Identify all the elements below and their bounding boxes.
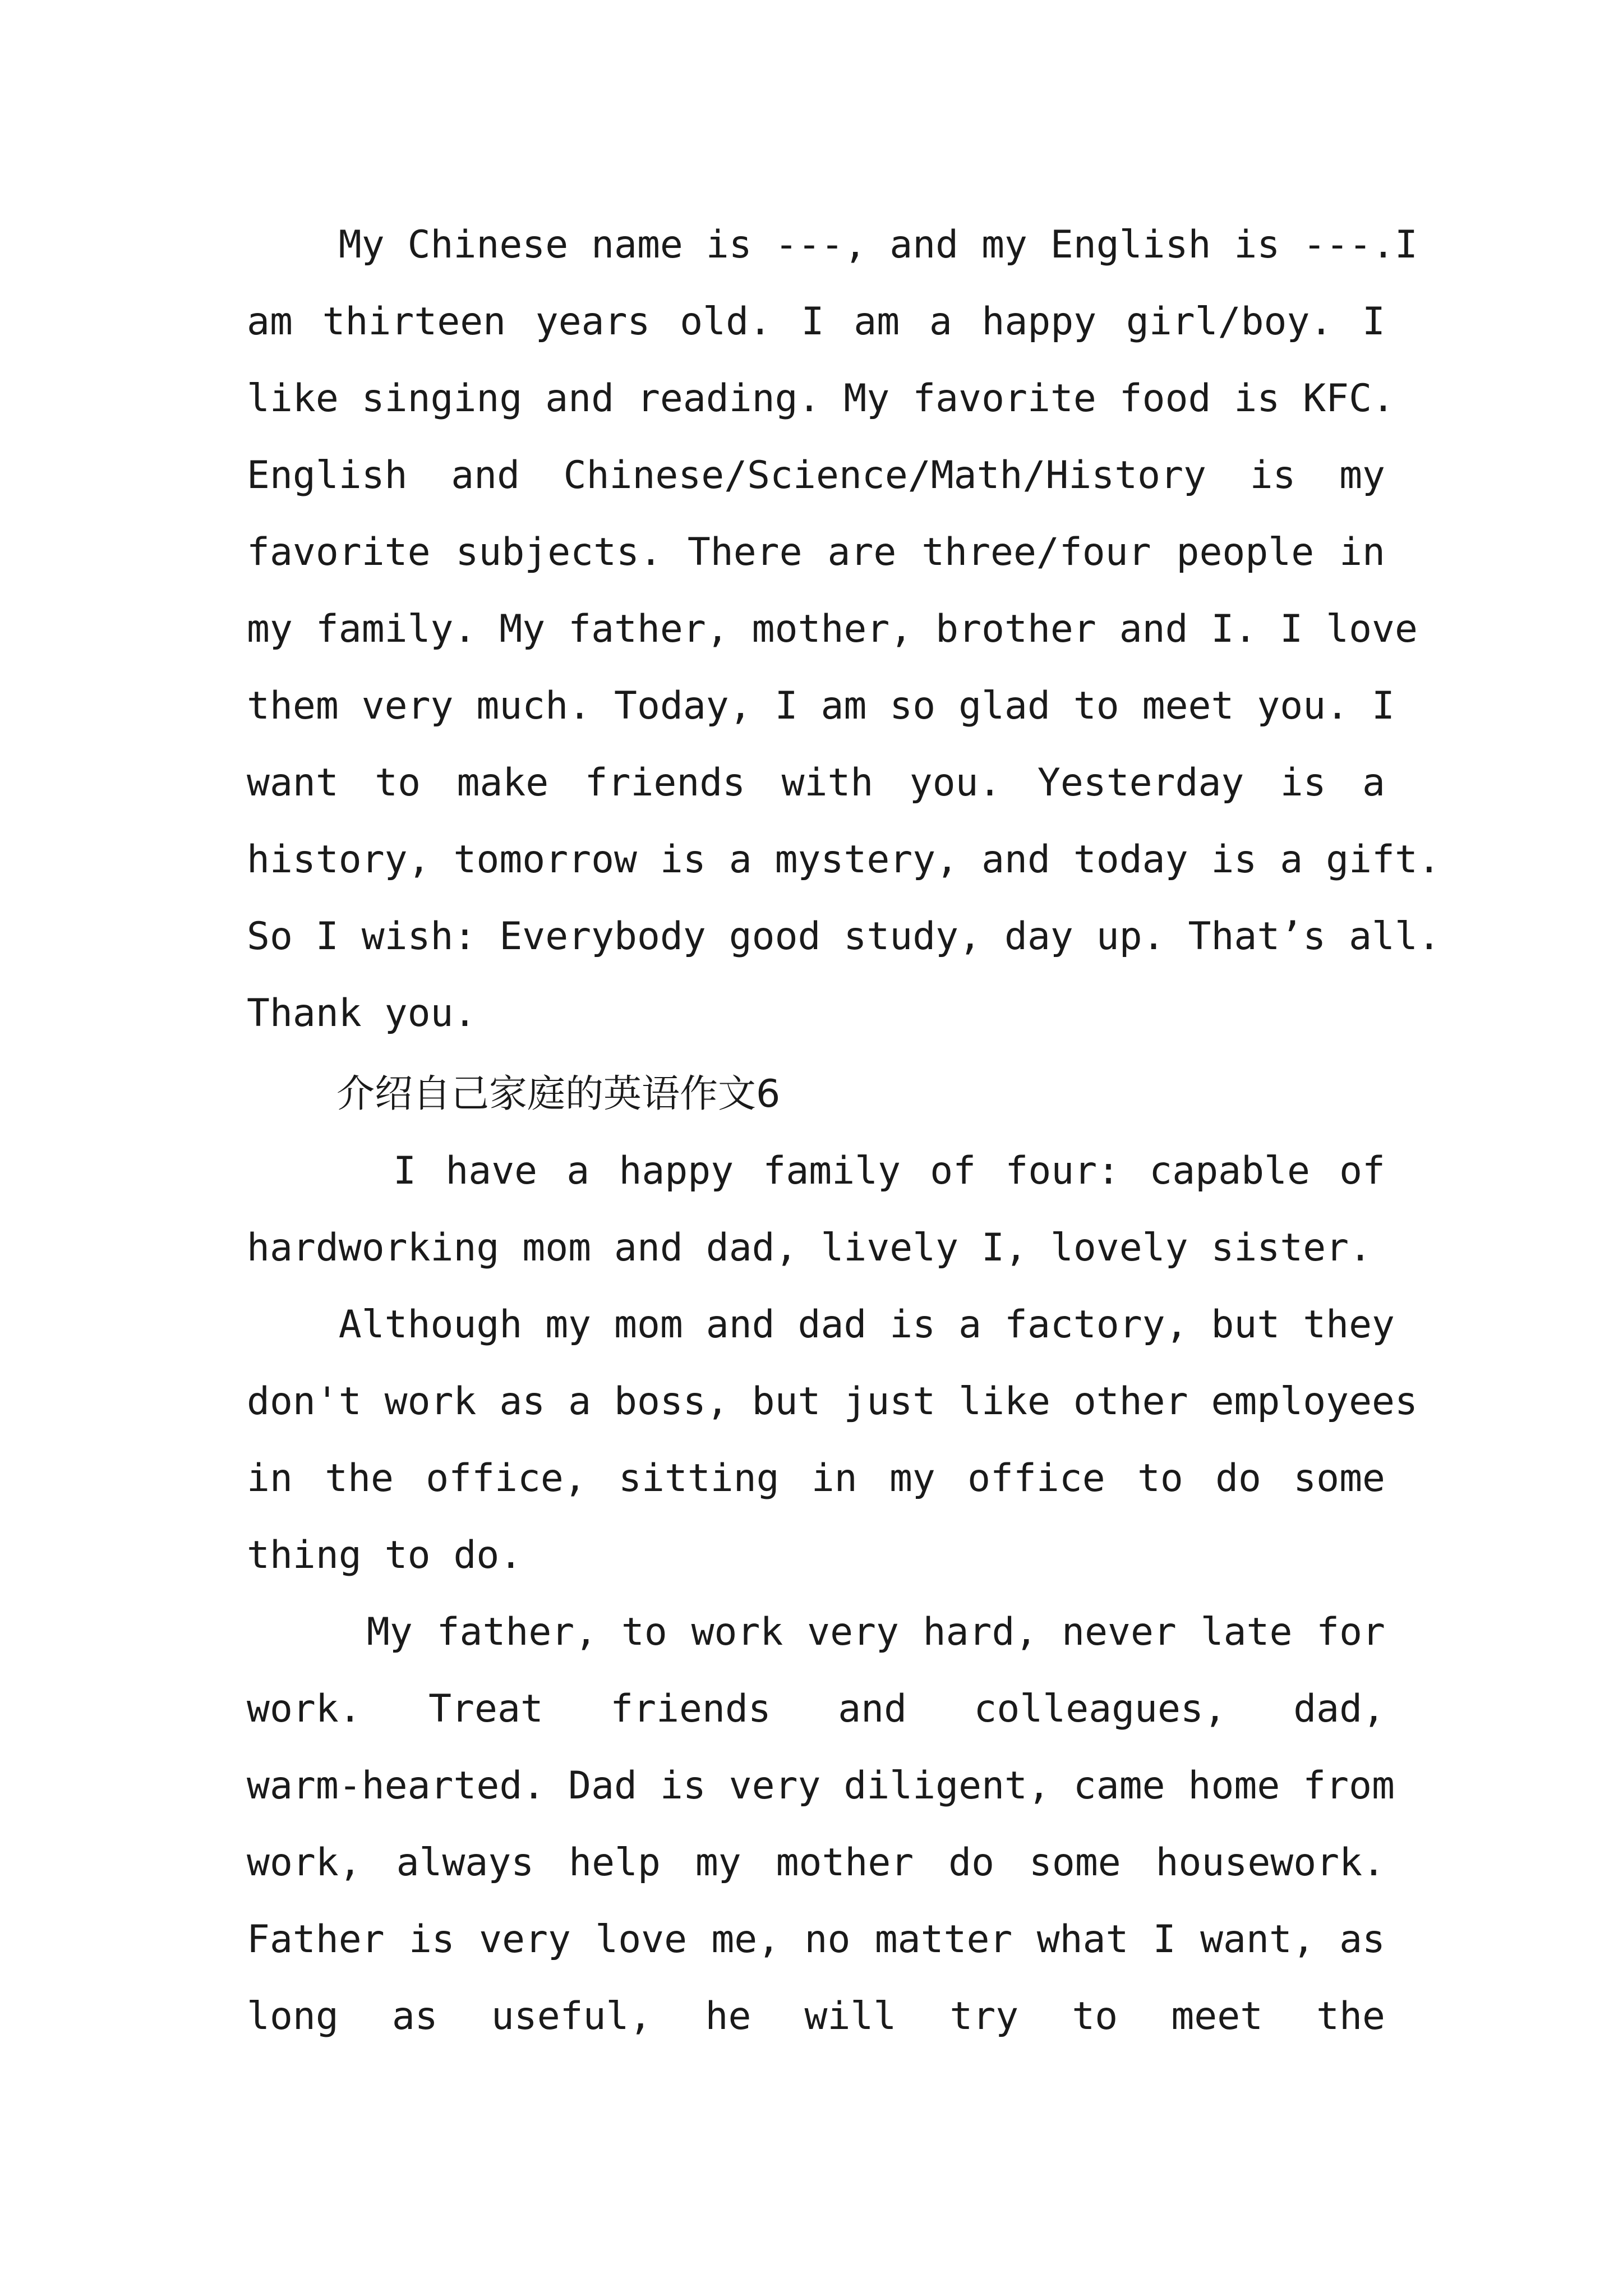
paragraph-self-introduction (247, 206, 1441, 1052)
paragraph-parents-work (247, 1286, 1418, 1594)
text-line: long as useful, he will try to meet the (247, 1994, 1385, 2039)
text-line: in the office, sitting in my office to do some (247, 1456, 1385, 1501)
text-line: warm-hearted. Dad is very diligent, came home from (247, 1764, 1395, 1808)
text-line: my family. My father, mother, brother and I. I love (247, 607, 1418, 651)
text-line: work, always help my mother do some housework. (247, 1841, 1385, 1885)
text-line: favorite subjects. There are three/four people in (247, 530, 1385, 574)
text-line: English and Chinese/Science/Math/History is my (247, 453, 1385, 498)
text-line: Thank you. (247, 991, 477, 1036)
text-line: don't work as a boss, but just like other employees (247, 1379, 1418, 1424)
text-line: So I wish: Everybody good study, day up. That’s all. (247, 914, 1441, 959)
text-line: Father is very love me, no matter what I want, as (247, 1917, 1385, 1962)
essay-heading: 介绍自己家庭的英语作文6 (336, 1072, 781, 1116)
text-line: history, tomorrow is a mystery, and today is a gift. (247, 838, 1441, 882)
text-line: thing to do. (247, 1533, 523, 1577)
text-line: hardworking mom and dad, lively I, lovely sister. (247, 1226, 1372, 1270)
text-line: am thirteen years old. I am a happy girl/boy. I (247, 300, 1385, 344)
text-line: them very much. Today, I am so glad to meet you. I (247, 684, 1395, 728)
text-line: like singing and reading. My favorite food is KFC. (247, 376, 1395, 421)
text-line: My father, to work very hard, never late for (247, 1610, 1385, 1654)
text-line: Although my mom and dad is a factory, but they (247, 1303, 1395, 1347)
text-line: I have a happy family of four: capable of (247, 1149, 1385, 1193)
text-line: want to make friends with you. Yesterday is a (247, 761, 1385, 805)
paragraph-father (247, 1594, 1395, 2055)
paragraph-family-intro (247, 1133, 1385, 1286)
text-line: work. Treat friends and colleagues, dad, (247, 1687, 1385, 1731)
text-line: My Chinese name is ---, and my English is ---.I (247, 223, 1418, 267)
